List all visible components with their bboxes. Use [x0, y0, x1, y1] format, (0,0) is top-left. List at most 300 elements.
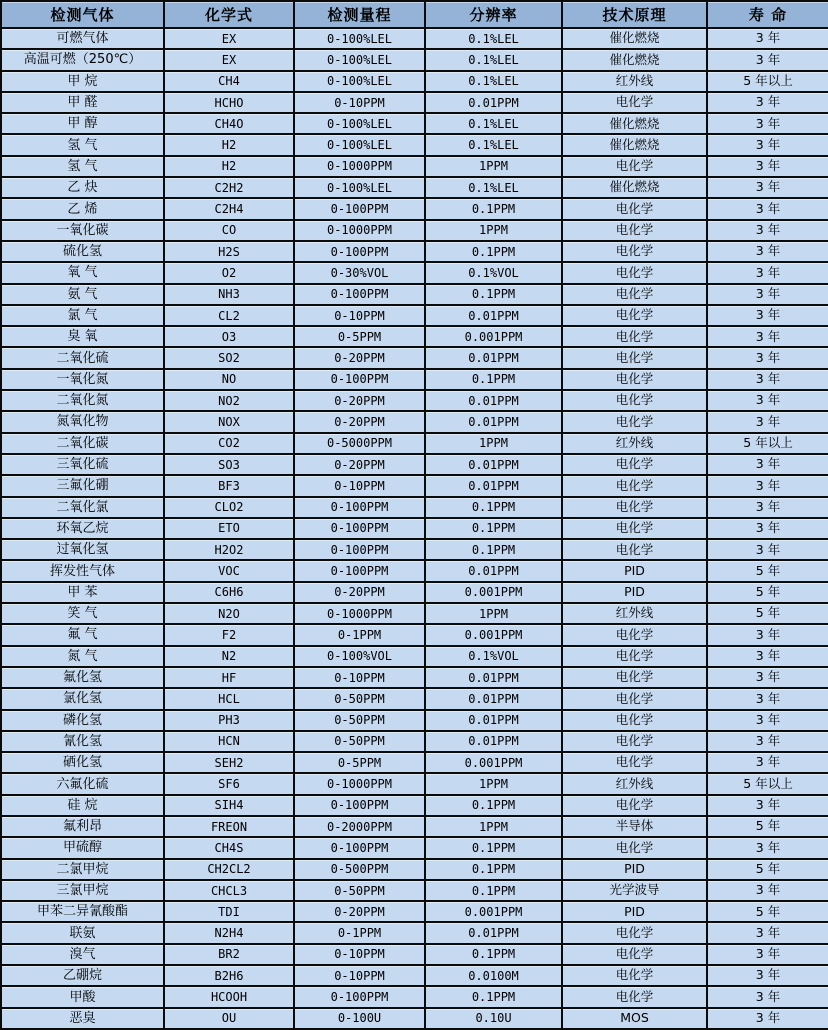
cell-range: 0-1000PPM [294, 603, 425, 624]
cell-lifespan: 3 年 [707, 667, 828, 688]
table-row [1, 92, 828, 113]
cell-resolution: 0.01PPM [425, 710, 562, 731]
cell-principle: 电化学 [562, 262, 707, 283]
table-row [1, 539, 828, 560]
cell-lifespan: 3 年 [707, 1008, 828, 1029]
cell-lifespan: 3 年 [707, 731, 828, 752]
cell-formula: NOX [164, 411, 294, 432]
cell-gas: 氢 气 [1, 134, 164, 155]
cell-formula: B2H6 [164, 965, 294, 986]
cell-lifespan: 3 年 [707, 880, 828, 901]
cell-gas: 氢 气 [1, 156, 164, 177]
cell-lifespan: 3 年 [707, 539, 828, 560]
cell-range: 0-100%LEL [294, 134, 425, 155]
cell-gas: 氰化氢 [1, 731, 164, 752]
cell-range: 0-30%VOL [294, 262, 425, 283]
cell-resolution: 0.1PPM [425, 369, 562, 390]
cell-range: 0-1000PPM [294, 220, 425, 241]
cell-lifespan: 3 年 [707, 710, 828, 731]
cell-formula: O2 [164, 262, 294, 283]
cell-gas: 甲硫醇 [1, 837, 164, 858]
table-row [1, 28, 828, 49]
cell-gas: 磷化氢 [1, 710, 164, 731]
cell-gas: 三氧化硫 [1, 454, 164, 475]
cell-resolution: 0.1PPM [425, 837, 562, 858]
cell-principle: 电化学 [562, 390, 707, 411]
cell-range: 0-100%LEL [294, 113, 425, 134]
cell-lifespan: 3 年 [707, 624, 828, 645]
cell-lifespan: 5 年 [707, 560, 828, 581]
cell-range: 0-100PPM [294, 795, 425, 816]
cell-range: 0-100%LEL [294, 71, 425, 92]
table-row [1, 880, 828, 901]
cell-lifespan: 3 年 [707, 497, 828, 518]
cell-principle: 电化学 [562, 454, 707, 475]
table-row [1, 688, 828, 709]
cell-resolution: 0.01PPM [425, 922, 562, 943]
cell-range: 0-100PPM [294, 284, 425, 305]
cell-range: 0-100%VOL [294, 646, 425, 667]
cell-principle: 电化学 [562, 326, 707, 347]
table-row [1, 49, 828, 70]
cell-formula: CH4 [164, 71, 294, 92]
cell-formula: EX [164, 49, 294, 70]
cell-resolution: 0.1PPM [425, 241, 562, 262]
cell-lifespan: 3 年 [707, 113, 828, 134]
cell-range: 0-1000PPM [294, 156, 425, 177]
cell-principle: 电化学 [562, 646, 707, 667]
cell-principle: 电化学 [562, 965, 707, 986]
cell-range: 0-10PPM [294, 475, 425, 496]
cell-resolution: 0.01PPM [425, 667, 562, 688]
cell-range: 0-100PPM [294, 369, 425, 390]
table-row [1, 965, 828, 986]
cell-resolution: 0.1PPM [425, 880, 562, 901]
cell-gas: 氟 气 [1, 624, 164, 645]
cell-lifespan: 3 年 [707, 92, 828, 113]
cell-range: 0-20PPM [294, 454, 425, 475]
cell-range: 0-100PPM [294, 837, 425, 858]
cell-formula: FREON [164, 816, 294, 837]
cell-resolution: 0.1%VOL [425, 646, 562, 667]
cell-gas: 甲酸 [1, 986, 164, 1007]
cell-resolution: 0.1PPM [425, 986, 562, 1007]
cell-range: 0-100PPM [294, 497, 425, 518]
table-row [1, 752, 828, 773]
table-header [1, 1, 828, 28]
cell-range: 0-1PPM [294, 922, 425, 943]
cell-gas: 甲苯二异氰酸酯 [1, 901, 164, 922]
cell-principle: 催化燃烧 [562, 28, 707, 49]
cell-formula: SF6 [164, 773, 294, 794]
cell-gas: 氯 气 [1, 305, 164, 326]
cell-gas: 二氧化硫 [1, 347, 164, 368]
cell-gas: 六氟化硫 [1, 773, 164, 794]
cell-lifespan: 3 年 [707, 369, 828, 390]
cell-resolution: 0.1%LEL [425, 49, 562, 70]
cell-formula: N2H4 [164, 922, 294, 943]
cell-lifespan: 3 年 [707, 305, 828, 326]
table-row [1, 134, 828, 155]
cell-principle: 电化学 [562, 198, 707, 219]
cell-gas: 甲 苯 [1, 582, 164, 603]
cell-gas: 甲 烷 [1, 71, 164, 92]
cell-gas: 一氧化碳 [1, 220, 164, 241]
cell-gas: 氮氧化物 [1, 411, 164, 432]
cell-formula: CO2 [164, 433, 294, 454]
cell-lifespan: 3 年 [707, 646, 828, 667]
cell-gas: 二氧化氮 [1, 390, 164, 411]
cell-formula: CHCL3 [164, 880, 294, 901]
cell-range: 0-2000PPM [294, 816, 425, 837]
cell-range: 0-10PPM [294, 667, 425, 688]
cell-formula: HCOOH [164, 986, 294, 1007]
cell-range: 0-50PPM [294, 710, 425, 731]
cell-principle: 催化燃烧 [562, 113, 707, 134]
cell-principle: 红外线 [562, 603, 707, 624]
cell-resolution: 1PPM [425, 156, 562, 177]
cell-resolution: 0.1PPM [425, 198, 562, 219]
cell-principle: 电化学 [562, 688, 707, 709]
cell-formula: SO3 [164, 454, 294, 475]
cell-gas: 溴气 [1, 944, 164, 965]
cell-range: 0-20PPM [294, 582, 425, 603]
cell-lifespan: 3 年 [707, 284, 828, 305]
cell-principle: 电化学 [562, 305, 707, 326]
cell-resolution: 0.1PPM [425, 795, 562, 816]
cell-gas: 乙 烯 [1, 198, 164, 219]
cell-principle: PID [562, 859, 707, 880]
table-row [1, 795, 828, 816]
cell-resolution: 0.01PPM [425, 454, 562, 475]
table-row [1, 262, 828, 283]
cell-formula: CH4S [164, 837, 294, 858]
cell-range: 0-100PPM [294, 986, 425, 1007]
cell-resolution: 0.1PPM [425, 859, 562, 880]
cell-gas: 高温可燃（250℃） [1, 49, 164, 70]
cell-principle: 电化学 [562, 795, 707, 816]
cell-principle: 电化学 [562, 752, 707, 773]
table-row [1, 369, 828, 390]
cell-formula: CH2CL2 [164, 859, 294, 880]
cell-gas: 二氯甲烷 [1, 859, 164, 880]
cell-formula: O3 [164, 326, 294, 347]
header-row [1, 1, 828, 28]
cell-gas: 三氯甲烷 [1, 880, 164, 901]
table-row [1, 326, 828, 347]
column-header-formula: 化学式 [164, 1, 294, 28]
cell-principle: 电化学 [562, 92, 707, 113]
cell-resolution: 0.1PPM [425, 518, 562, 539]
cell-principle: 电化学 [562, 922, 707, 943]
table-row [1, 347, 828, 368]
cell-gas: 硫化氢 [1, 241, 164, 262]
cell-formula: HCL [164, 688, 294, 709]
cell-lifespan: 5 年 [707, 603, 828, 624]
cell-principle: 电化学 [562, 497, 707, 518]
cell-principle: 红外线 [562, 71, 707, 92]
cell-formula: F2 [164, 624, 294, 645]
cell-formula: SIH4 [164, 795, 294, 816]
cell-lifespan: 3 年 [707, 411, 828, 432]
table-row [1, 454, 828, 475]
cell-range: 0-10PPM [294, 305, 425, 326]
cell-lifespan: 3 年 [707, 922, 828, 943]
cell-lifespan: 5 年 [707, 901, 828, 922]
cell-principle: 红外线 [562, 433, 707, 454]
cell-resolution: 0.01PPM [425, 688, 562, 709]
table-row [1, 646, 828, 667]
cell-lifespan: 3 年 [707, 134, 828, 155]
cell-resolution: 0.01PPM [425, 731, 562, 752]
cell-gas: 氧 气 [1, 262, 164, 283]
cell-lifespan: 3 年 [707, 262, 828, 283]
table-row [1, 901, 828, 922]
cell-formula: BF3 [164, 475, 294, 496]
cell-principle: 电化学 [562, 944, 707, 965]
cell-lifespan: 3 年 [707, 944, 828, 965]
cell-principle: 电化学 [562, 624, 707, 645]
cell-range: 0-50PPM [294, 688, 425, 709]
cell-resolution: 0.1PPM [425, 284, 562, 305]
cell-lifespan: 5 年 [707, 582, 828, 603]
cell-range: 0-100U [294, 1008, 425, 1029]
cell-lifespan: 3 年 [707, 326, 828, 347]
cell-gas: 氟利昂 [1, 816, 164, 837]
cell-formula: C2H2 [164, 177, 294, 198]
cell-resolution: 0.0100M [425, 965, 562, 986]
cell-resolution: 0.1PPM [425, 944, 562, 965]
cell-formula: ETO [164, 518, 294, 539]
cell-gas: 环氧乙烷 [1, 518, 164, 539]
cell-resolution: 1PPM [425, 816, 562, 837]
cell-range: 0-10PPM [294, 92, 425, 113]
cell-principle: 催化燃烧 [562, 49, 707, 70]
cell-resolution: 0.01PPM [425, 347, 562, 368]
table-row [1, 475, 828, 496]
cell-gas: 二氧化氯 [1, 497, 164, 518]
table-row [1, 582, 828, 603]
column-header-range: 检测量程 [294, 1, 425, 28]
table-row [1, 710, 828, 731]
cell-formula: CL2 [164, 305, 294, 326]
cell-formula: TDI [164, 901, 294, 922]
cell-principle: 电化学 [562, 667, 707, 688]
cell-formula: H2O2 [164, 539, 294, 560]
cell-principle: 电化学 [562, 411, 707, 432]
cell-resolution: 0.001PPM [425, 326, 562, 347]
table-row [1, 731, 828, 752]
table-row [1, 560, 828, 581]
cell-formula: HF [164, 667, 294, 688]
cell-lifespan: 3 年 [707, 241, 828, 262]
cell-formula: H2 [164, 134, 294, 155]
cell-gas: 挥发性气体 [1, 560, 164, 581]
cell-formula: CO [164, 220, 294, 241]
cell-lifespan: 5 年以上 [707, 71, 828, 92]
cell-resolution: 0.01PPM [425, 475, 562, 496]
cell-principle: 电化学 [562, 369, 707, 390]
cell-principle: 电化学 [562, 220, 707, 241]
cell-range: 0-5000PPM [294, 433, 425, 454]
cell-formula: NH3 [164, 284, 294, 305]
table-row [1, 497, 828, 518]
cell-formula: H2S [164, 241, 294, 262]
cell-principle: 电化学 [562, 284, 707, 305]
cell-resolution: 0.10U [425, 1008, 562, 1029]
cell-lifespan: 3 年 [707, 156, 828, 177]
cell-gas: 甲 醇 [1, 113, 164, 134]
cell-formula: H2 [164, 156, 294, 177]
cell-resolution: 0.01PPM [425, 560, 562, 581]
cell-resolution: 0.001PPM [425, 752, 562, 773]
cell-range: 0-10PPM [294, 944, 425, 965]
cell-lifespan: 3 年 [707, 198, 828, 219]
cell-formula: CLO2 [164, 497, 294, 518]
table-row [1, 986, 828, 1007]
cell-principle: 半导体 [562, 816, 707, 837]
table-row [1, 177, 828, 198]
table-row [1, 624, 828, 645]
cell-range: 0-100%LEL [294, 28, 425, 49]
cell-gas: 乙 炔 [1, 177, 164, 198]
cell-range: 0-50PPM [294, 731, 425, 752]
cell-lifespan: 3 年 [707, 986, 828, 1007]
cell-formula: C2H4 [164, 198, 294, 219]
cell-lifespan: 3 年 [707, 454, 828, 475]
cell-resolution: 0.1%LEL [425, 28, 562, 49]
cell-range: 0-100PPM [294, 518, 425, 539]
cell-lifespan: 3 年 [707, 347, 828, 368]
cell-resolution: 0.1%LEL [425, 177, 562, 198]
cell-range: 0-1PPM [294, 624, 425, 645]
cell-resolution: 0.01PPM [425, 92, 562, 113]
cell-formula: NO [164, 369, 294, 390]
cell-principle: 电化学 [562, 475, 707, 496]
cell-resolution: 1PPM [425, 603, 562, 624]
cell-resolution: 1PPM [425, 220, 562, 241]
cell-resolution: 0.01PPM [425, 411, 562, 432]
cell-lifespan: 5 年以上 [707, 433, 828, 454]
cell-range: 0-20PPM [294, 901, 425, 922]
cell-range: 0-500PPM [294, 859, 425, 880]
cell-resolution: 0.1PPM [425, 539, 562, 560]
cell-formula: N2O [164, 603, 294, 624]
cell-resolution: 0.001PPM [425, 624, 562, 645]
table-row [1, 156, 828, 177]
cell-range: 0-20PPM [294, 390, 425, 411]
cell-resolution: 0.001PPM [425, 901, 562, 922]
table-row [1, 944, 828, 965]
cell-gas: 氟化氢 [1, 667, 164, 688]
cell-resolution: 0.1%LEL [425, 113, 562, 134]
cell-lifespan: 3 年 [707, 49, 828, 70]
cell-resolution: 0.01PPM [425, 305, 562, 326]
cell-lifespan: 3 年 [707, 688, 828, 709]
cell-gas: 硒化氢 [1, 752, 164, 773]
table-row [1, 198, 828, 219]
cell-principle: 电化学 [562, 710, 707, 731]
cell-formula: VOC [164, 560, 294, 581]
table-row [1, 220, 828, 241]
cell-formula: PH3 [164, 710, 294, 731]
cell-lifespan: 3 年 [707, 965, 828, 986]
cell-lifespan: 3 年 [707, 475, 828, 496]
table-row [1, 667, 828, 688]
cell-range: 0-50PPM [294, 880, 425, 901]
cell-lifespan: 3 年 [707, 220, 828, 241]
cell-formula: HCN [164, 731, 294, 752]
cell-resolution: 0.1PPM [425, 497, 562, 518]
cell-range: 0-100%LEL [294, 49, 425, 70]
cell-resolution: 0.01PPM [425, 390, 562, 411]
cell-range: 0-20PPM [294, 347, 425, 368]
cell-principle: 红外线 [562, 773, 707, 794]
cell-formula: EX [164, 28, 294, 49]
cell-range: 0-5PPM [294, 752, 425, 773]
column-header-gas: 检测气体 [1, 1, 164, 28]
cell-lifespan: 3 年 [707, 28, 828, 49]
cell-principle: 光学波导 [562, 880, 707, 901]
table-row [1, 816, 828, 837]
table-row [1, 390, 828, 411]
cell-gas: 笑 气 [1, 603, 164, 624]
cell-range: 0-100PPM [294, 198, 425, 219]
cell-range: 0-20PPM [294, 411, 425, 432]
cell-range: 0-5PPM [294, 326, 425, 347]
cell-resolution: 1PPM [425, 433, 562, 454]
cell-formula: C6H6 [164, 582, 294, 603]
cell-gas: 甲 醛 [1, 92, 164, 113]
cell-principle: 电化学 [562, 241, 707, 262]
cell-principle: PID [562, 560, 707, 581]
cell-resolution: 0.1%LEL [425, 134, 562, 155]
table-row [1, 922, 828, 943]
cell-formula: NO2 [164, 390, 294, 411]
cell-principle: 电化学 [562, 156, 707, 177]
cell-gas: 氯化氢 [1, 688, 164, 709]
table-row [1, 305, 828, 326]
table-body [1, 28, 828, 1029]
column-header-lifespan: 寿 命 [707, 1, 828, 28]
cell-formula: HCHO [164, 92, 294, 113]
cell-principle: 电化学 [562, 837, 707, 858]
cell-gas: 三氟化硼 [1, 475, 164, 496]
table-row [1, 411, 828, 432]
table-row [1, 113, 828, 134]
cell-gas: 二氧化碳 [1, 433, 164, 454]
cell-formula: BR2 [164, 944, 294, 965]
cell-gas: 可燃气体 [1, 28, 164, 49]
table-row [1, 603, 828, 624]
cell-lifespan: 3 年 [707, 390, 828, 411]
cell-gas: 臭 氧 [1, 326, 164, 347]
cell-range: 0-100PPM [294, 560, 425, 581]
cell-formula: CH4O [164, 113, 294, 134]
cell-gas: 氮 气 [1, 646, 164, 667]
cell-principle: 电化学 [562, 986, 707, 1007]
column-header-resolution: 分辨率 [425, 1, 562, 28]
column-header-principle: 技术原理 [562, 1, 707, 28]
cell-gas: 硅 烷 [1, 795, 164, 816]
cell-principle: 催化燃烧 [562, 177, 707, 198]
cell-lifespan: 3 年 [707, 177, 828, 198]
cell-range: 0-1000PPM [294, 773, 425, 794]
table-row [1, 1008, 828, 1029]
table-row [1, 859, 828, 880]
cell-range: 0-100PPM [294, 539, 425, 560]
cell-resolution: 1PPM [425, 773, 562, 794]
